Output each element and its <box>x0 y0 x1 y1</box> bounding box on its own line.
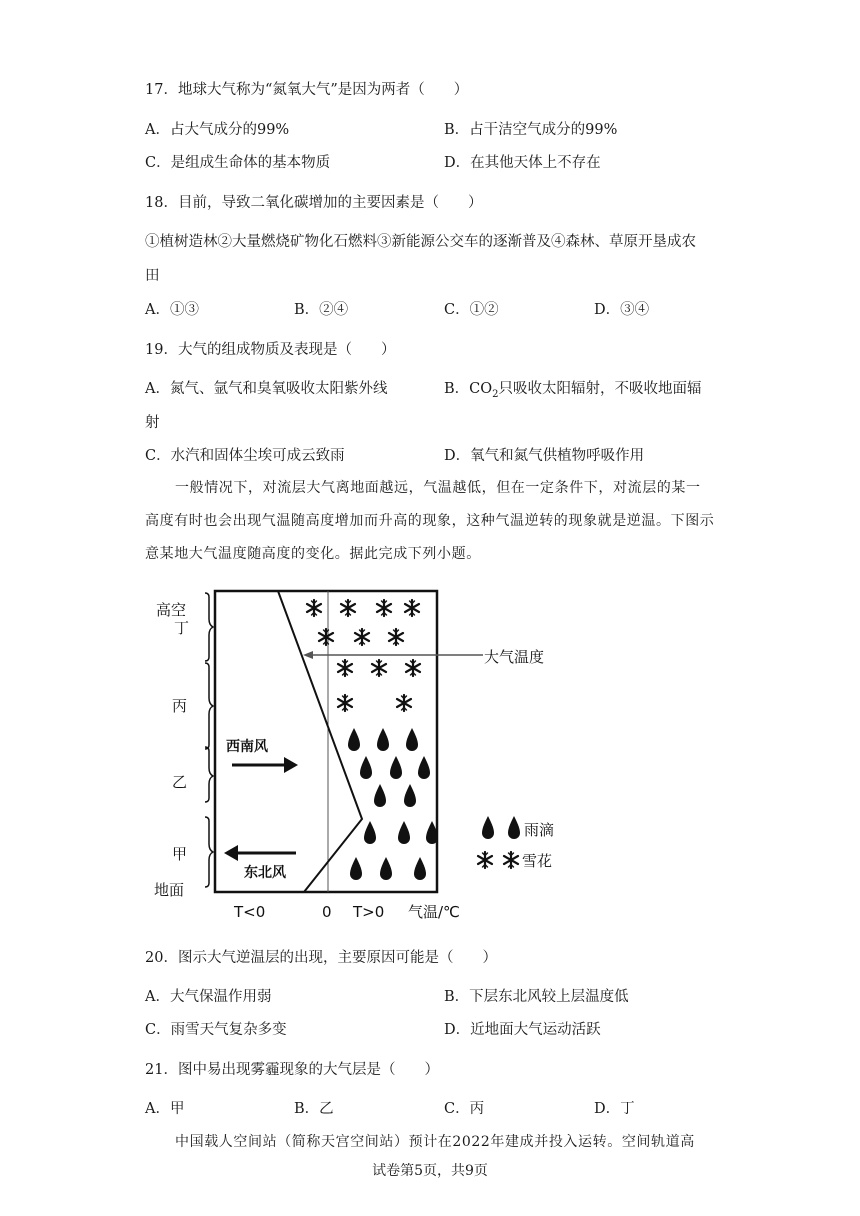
snowflake-icon <box>307 600 321 616</box>
q21-stem: 21．图中易出现雾霾现象的大气层是（ ） <box>145 1062 439 1078</box>
q21-option-b: B．乙 <box>294 1101 334 1117</box>
raindrops <box>348 728 438 880</box>
legend-rain-label: 雨滴 <box>524 821 555 839</box>
label-bing: 丙 <box>172 697 188 715</box>
q17-option-d: D．在其他天体上不存在 <box>444 155 601 171</box>
q18-items-line2: 田 <box>145 268 160 284</box>
raindrop-icon <box>406 728 418 751</box>
legend-snow-label: 雪花 <box>522 852 553 870</box>
raindrop-icon <box>360 756 372 779</box>
snowflake-icon <box>377 600 391 616</box>
label-ground: 地面 <box>154 881 185 899</box>
q21-option-d: D．丁 <box>594 1101 635 1117</box>
snowflake-icon <box>405 600 419 616</box>
passage-text: 一般情况下，对流层大气离地面越远，气温越低，但在一定条件下，对流层的某一高度有时也会出现气温随高度增加而升高的现象，这种气温逆转的现象就是逆温。下图示意某地大气温度随高度的变化。据此完成下列小题。 <box>145 480 715 562</box>
x-label-zero: 0 <box>322 903 332 921</box>
snowflake-icon <box>397 695 411 711</box>
q19-option-b-prefix: B．CO <box>444 381 493 397</box>
x-label-positive: T>0 <box>353 903 385 921</box>
q19-stem: 19．大气的组成物质及表现是（ ） <box>145 342 396 358</box>
inversion-diagram <box>148 583 608 923</box>
q19-option-b-subscript: 2 <box>492 388 499 400</box>
label-ding: 丁 <box>174 619 190 637</box>
raindrop-icon <box>364 821 376 844</box>
snowflake-icon <box>338 660 352 676</box>
label-high-altitude: 高空 <box>156 601 187 619</box>
raindrop-icon <box>414 857 426 880</box>
q17-option-c: C．是组成生命体的基本物质 <box>145 155 331 171</box>
q18-stem: 18．目前，导致二氧化碳增加的主要因素是（ ） <box>145 195 483 211</box>
q17-option-b: B．占干洁空气成分的99% <box>444 122 618 138</box>
raindrop-icon <box>377 728 389 751</box>
raindrop-icon <box>418 756 430 779</box>
wind-ne-label: 东北风 <box>244 865 286 881</box>
q20-option-c: C．雨雪天气复杂多变 <box>145 1022 287 1038</box>
raindrop-icon <box>374 784 386 807</box>
raindrop-icon <box>348 728 360 751</box>
raindrop-icon <box>390 756 402 779</box>
temperature-label: 大气温度 <box>484 648 545 666</box>
wind-ne-arrow-head <box>224 845 238 861</box>
q19-option-b <box>444 377 702 400</box>
legend-snowflake-icon <box>478 852 492 868</box>
legend-snowflake-icon <box>504 852 518 868</box>
legend-raindrop-icon <box>508 816 520 839</box>
label-jia: 甲 <box>172 845 188 863</box>
q20-stem: 20．图示大气逆温层的出现，主要原因可能是（ ） <box>145 950 497 966</box>
height-braces <box>205 593 213 887</box>
q18-option-b: B．②④ <box>294 302 349 318</box>
q21-option-a: A．甲 <box>145 1101 185 1117</box>
q20-option-d: D．近地面大气运动活跃 <box>444 1022 601 1038</box>
wind-sw-label: 西南风 <box>226 739 268 755</box>
q20-option-b: B．下层东北风较上层温度低 <box>444 989 629 1005</box>
x-axis-label: 气温/℃ <box>408 903 460 921</box>
q18-option-c: C．①② <box>444 302 499 318</box>
wind-sw-arrow-head <box>284 757 298 773</box>
temperature-pointer-arrow <box>303 651 313 659</box>
page-footer: 试卷第5页，共9页 <box>372 1163 488 1179</box>
snowflake-icon <box>319 629 333 645</box>
raindrop-icon <box>404 784 416 807</box>
label-yi: 乙 <box>172 773 188 791</box>
raindrop-icon <box>398 821 410 844</box>
q17-stem: 17．地球大气称为“氮氧大气”是因为两者（ ） <box>145 82 469 98</box>
q17-option-a: A．占大气成分的99% <box>145 122 290 138</box>
snowflake-icon <box>341 600 355 616</box>
snowflake-icon <box>406 660 420 676</box>
q20-option-a: A．大气保温作用弱 <box>145 989 272 1005</box>
snowflake-icon <box>389 629 403 645</box>
q21-option-c: C．丙 <box>444 1101 485 1117</box>
next-passage-line: 中国载人空间站（简称天宫空间站）预计在2022年建成并投入运转。空间轨道高 <box>175 1134 695 1150</box>
raindrop-icon <box>380 857 392 880</box>
snowflake-icon <box>372 660 386 676</box>
q19-option-c: C．水汽和固体尘埃可成云致雨 <box>145 448 345 464</box>
q18-items-line1: ①植树造林②大量燃烧矿物化石燃料③新能源公交车的逐渐普及④森林、草原开垦成农 <box>145 234 696 250</box>
q19-option-d: D．氧气和氮气供植物呼吸作用 <box>444 448 645 464</box>
x-label-negative: T<0 <box>234 903 266 921</box>
snowflake-icon <box>355 629 369 645</box>
passage-paragraph <box>145 472 715 571</box>
q19-option-a: A．氮气、氩气和臭氧吸收太阳紫外线 <box>145 381 388 397</box>
snowflake-icon <box>338 695 352 711</box>
q18-option-a: A．①③ <box>145 302 199 318</box>
legend-raindrop-icon <box>482 816 494 839</box>
q19-option-b-text: 只吸收太阳辐射，不吸收地面辐 <box>498 381 702 397</box>
q18-option-d: D．③④ <box>594 302 650 318</box>
q19-option-b-continued: 射 <box>145 415 160 431</box>
raindrop-icon <box>350 857 362 880</box>
